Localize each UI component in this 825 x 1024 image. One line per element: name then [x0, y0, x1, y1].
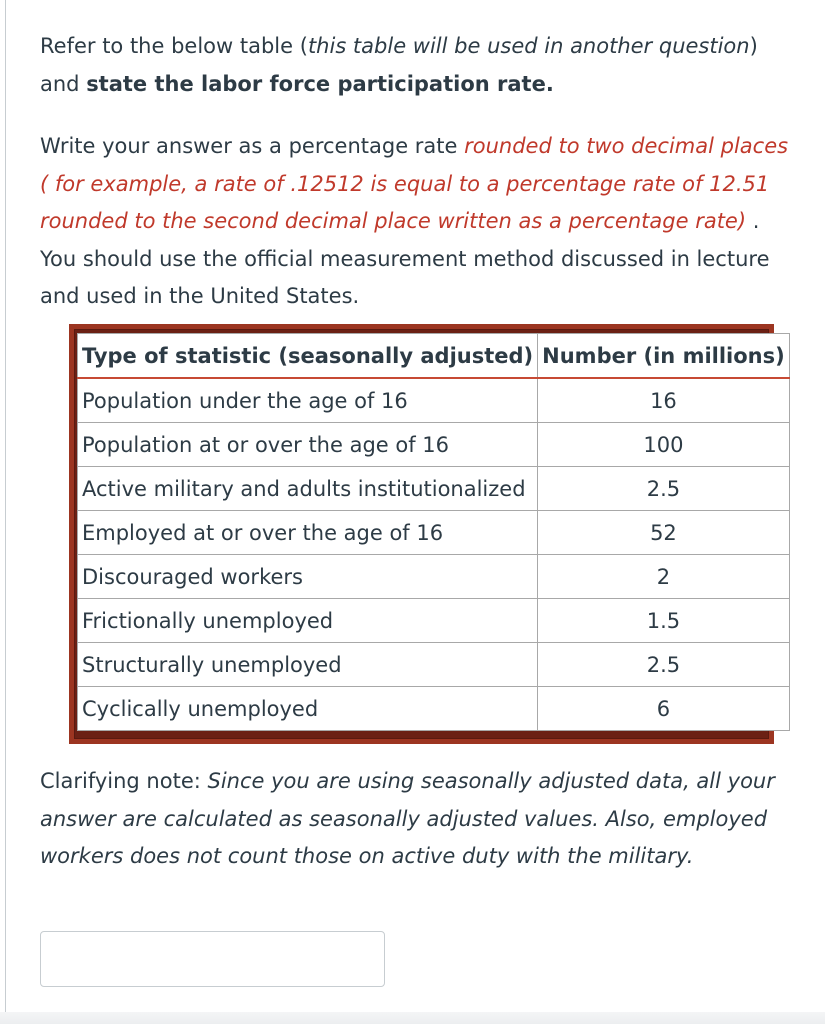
table-row: [78, 687, 790, 731]
row-label: Population under the age of 16: [78, 378, 538, 423]
row-label: Active military and adults institutionalized: [78, 467, 538, 511]
row-label: Employed at or over the age of 16: [78, 511, 538, 555]
question-text: [40, 28, 810, 316]
table-row: [78, 378, 790, 423]
row-value: 2.5: [538, 643, 790, 687]
column-header-number: Number (in millions): [538, 334, 790, 379]
row-value: 52: [538, 511, 790, 555]
table-header-row: [78, 334, 790, 379]
instruction-emphasis: state the labor force participation rate.: [86, 71, 554, 96]
answer-input[interactable]: [40, 931, 385, 987]
table-row: [78, 599, 790, 643]
row-label: Cyclically unemployed: [78, 687, 538, 731]
rounding-instruction: rounded to two decimal places ( for example, a rate of .12512 is equal to a percentage rate of 12.51 rounded to the second decimal place written as a percentage rate): [40, 134, 789, 233]
row-label: Discouraged workers: [78, 555, 538, 599]
column-header-type: Type of statistic (seasonally adjusted): [78, 334, 538, 379]
left-border: [5, 0, 6, 1024]
table-row: [78, 555, 790, 599]
row-value: 2: [538, 555, 790, 599]
row-label: Structurally unemployed: [78, 643, 538, 687]
bottom-edge: [0, 1012, 825, 1024]
row-value: 2.5: [538, 467, 790, 511]
row-value: 100: [538, 423, 790, 467]
instruction-paragraph: Refer to the below table (this table will be used in another question) and state the labor force participation rate.: [40, 34, 758, 96]
statistics-table: [77, 333, 790, 731]
clarifying-note: Clarifying note: Since you are using seasonally adjusted data, all your answer are calculated as seasonally adjusted values. Also, employed workers does not count those on active duty with the military.: [40, 769, 775, 868]
row-label: Frictionally unemployed: [78, 599, 538, 643]
statistics-table-frame: [69, 324, 785, 744]
format-paragraph: Write your answer as a percentage rate rounded to two decimal places ( for example, a rate of .12512 is equal to a percentage rate of 12.51 rounded to the second decimal place written as a percentage rate) . You should use the official measurement method discussed in lecture and used in the United States.: [40, 134, 789, 308]
table-row: [78, 643, 790, 687]
row-value: 6: [538, 687, 790, 731]
table-row: [78, 511, 790, 555]
table-row: [78, 423, 790, 467]
row-value: 1.5: [538, 599, 790, 643]
row-value: 16: [538, 378, 790, 423]
table-row: [78, 467, 790, 511]
row-label: Population at or over the age of 16: [78, 423, 538, 467]
